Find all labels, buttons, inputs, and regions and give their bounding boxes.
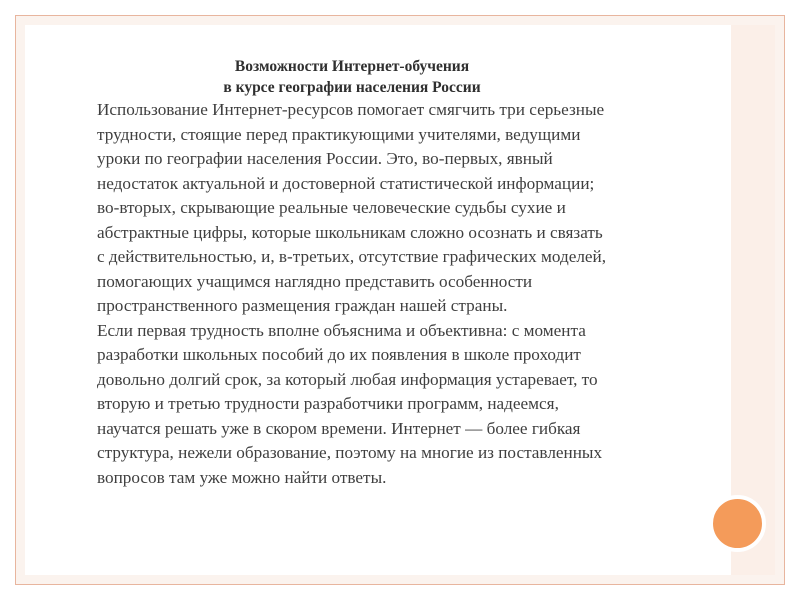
decorative-orange-circle — [709, 495, 766, 552]
slide-title — [97, 56, 607, 98]
slide-title-line-2: в курсе географии населения России — [223, 79, 481, 96]
decorative-right-bar — [731, 25, 775, 575]
body-paragraph-1: Использование Интернет-ресурсов помогает смягчить три серьезные трудности, стоящие перед практикующими учителями, ведущими уроки по географии населения России. Это, во-первых, явный недостаток актуальной и достоверной статистической информации; во-вторых, скрывающие реальные человеческие судьбы сухие и абстрактные цифры, которые школьникам сложно осознать и связать с действительностью, и, в-третьих, отсутствие графических моделей, помогающих учащимся наглядно представить особенности пространственного размещения граждан нашей страны. — [97, 100, 607, 315]
slide-title-line-1: Возможности Интернет-обучения — [234, 58, 470, 75]
slide-text-block — [97, 56, 707, 490]
body-paragraph-2: Если первая трудность вполне объяснима и объективна: с момента разработки школьных пособий до их появления в школе проходит довольно долгий срок, за который любая информация устаревает, то вторую и третью трудности разработчики программ, надеемся, научатся решать уже в скором времени. Интернет — более гибкая структура, нежели образование, поэтому на многие из поставленных вопросов там уже можно найти ответы. — [97, 320, 603, 487]
